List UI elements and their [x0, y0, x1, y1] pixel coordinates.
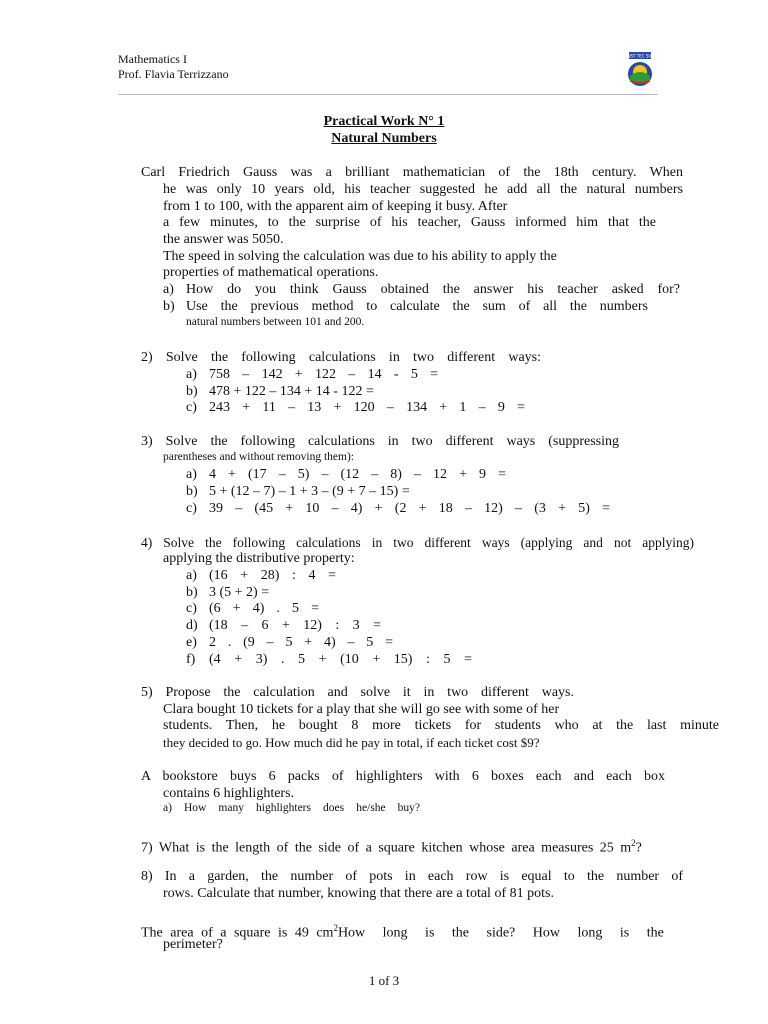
gauss-line-5: the answer was 5050. [163, 232, 284, 247]
school-logo [626, 52, 654, 88]
q7-text: 7) What is the length of the side of a square kitchen whose area measures 25 $m^2$? [141, 838, 642, 856]
q9-line-1: The area of a square is 49 $cm^2How$ long is the side? How long is the [141, 923, 664, 941]
gauss-line-7: properties of mathematical operations. [163, 265, 379, 280]
q4-label-a: a) [186, 568, 197, 583]
title-line-2: Natural Numbers [331, 131, 437, 146]
q4-item-f: (4 + 3) . 5 + (10 + 15) : 5 = [209, 652, 472, 667]
gauss-question-b-cont: natural numbers between 101 and 200. [186, 316, 365, 328]
q8-line-2: rows. Calculate that number, knowing that there are a total of 81 pots. [163, 886, 554, 901]
professor-name: Prof. Flavia Terrizzano [118, 67, 229, 81]
gauss-line-1: Carl Friedrich Gauss was a brilliant mathematician of the 18th century. When [141, 165, 683, 180]
q2-label-c: c) [186, 400, 197, 415]
gauss-line-2: he was only 10 years old, his teacher suggested he add all the natural numbers [163, 182, 683, 197]
q3-label-b: b) [186, 484, 198, 499]
q5-heading: 5) Propose the calculation and solve it in two different ways. [141, 685, 574, 700]
q2-label-a: a) [186, 367, 197, 382]
gauss-line-3: from 1 to 100, with the apparent aim of keeping it busy. After [163, 199, 508, 214]
q6-line-2: contains 6 highlighters. [163, 786, 295, 801]
q4-label-f: f) [186, 652, 196, 667]
q3-heading-cont: parentheses and without removing them): [163, 451, 354, 463]
q4-label-b: b) [186, 585, 198, 600]
gauss-line-6: The speed in solving the calculation was due to his ability to apply the [163, 249, 557, 264]
course-name: Mathematics I [118, 52, 187, 66]
q6-question-a: a) How many highlighters does he/she buy? [163, 802, 420, 814]
q8-line-1: 8) In a garden, the number of pots in each row is equal to the number of [141, 869, 683, 884]
q3-item-a: 4 + (17 – 5) – (12 – 8) – 12 + 9 = [209, 467, 506, 482]
title-line-1: Practical Work N° 1 [323, 114, 445, 129]
q2-item-b: 478 + 122 – 134 + 14 - 122 = [209, 384, 374, 399]
gauss-question-b: Use the previous method to calculate the sum of all the numbers [186, 299, 648, 314]
q3-heading: 3) Solve the following calculations in two different ways (suppressing [141, 434, 619, 449]
q4-label-d: d) [186, 618, 198, 633]
q4-item-c: (6 + 4) . 5 = [209, 601, 319, 616]
q5-line-1: Clara bought 10 tickets for a play that she will go see with some of her [163, 702, 560, 717]
page-number: 1 of 3 [368, 973, 400, 988]
q3-label-a: a) [186, 467, 197, 482]
q4-label-c: c) [186, 601, 197, 616]
q2-item-a: 758 – 142 + 122 – 14 - 5 = [209, 367, 438, 382]
q3-label-c: c) [186, 501, 197, 516]
q6-line-1: A bookstore buys 6 packs of highlighters with 6 boxes each and each box [141, 769, 665, 784]
logo-text: INST TEC SUL [626, 53, 654, 59]
gauss-label-b: b) [163, 299, 175, 314]
q4-heading: 4) Solve the following calculations in two different ways (applying and not applying) [141, 535, 694, 550]
q4-item-d: (18 – 6 + 12) : 3 = [209, 618, 381, 633]
q4-label-e: e) [186, 635, 197, 650]
q2-item-c: 243 + 11 – 13 + 120 – 134 + 1 – 9 = [209, 400, 525, 415]
q4-item-e: 2 . (9 – 5 + 4) – 5 = [209, 635, 393, 650]
gauss-line-4: a few minutes, to the surprise of his teacher, Gauss informed him that the [163, 215, 656, 230]
q9-line-2: perimeter? [163, 937, 223, 952]
q5-line-3: they decided to go. How much did he pay in total, if each ticket cost $9? [163, 735, 540, 750]
q4-item-a: (16 + 28) : 4 = [209, 568, 336, 583]
q2-heading: 2) Solve the following calculations in two different ways: [141, 350, 541, 365]
q4-heading-cont: applying the distributive property: [163, 551, 355, 566]
q4-item-b: 3 (5 + 2) = [209, 585, 270, 600]
gauss-question-a: How do you think Gauss obtained the answer his teacher asked for? [186, 282, 680, 297]
header-rule [118, 94, 658, 95]
q3-item-c: 39 – (45 + 10 – 4) + (2 + 18 – 12) – (3 + 5) = [209, 501, 610, 516]
gauss-label-a: a) [163, 282, 174, 297]
q5-line-2: students. Then, he bought 8 more tickets for students who at the last minute [163, 718, 719, 733]
q2-label-b: b) [186, 384, 198, 399]
q3-item-b: 5 + (12 – 7) – 1 + 3 – (9 + 7 – 15) = [209, 484, 410, 499]
